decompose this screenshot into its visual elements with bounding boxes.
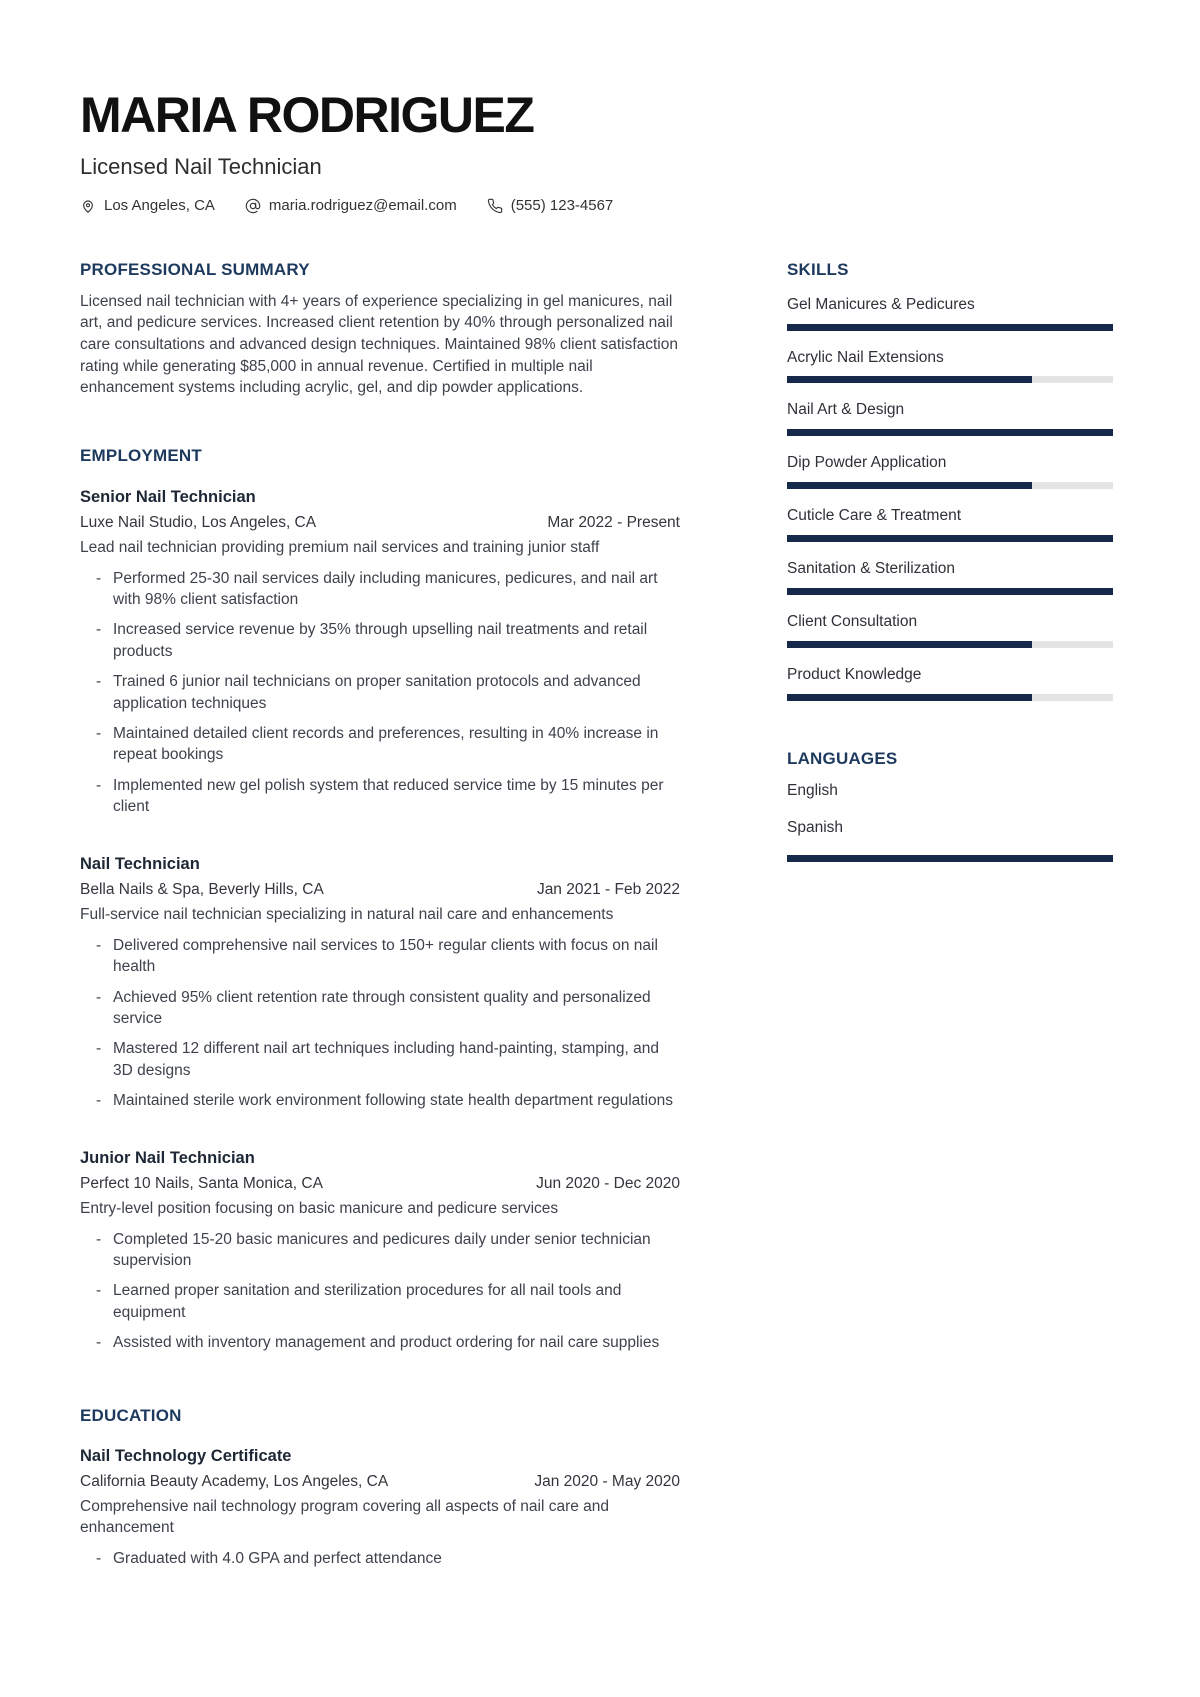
section-languages bbox=[787, 749, 1113, 862]
job-entry bbox=[80, 487, 680, 817]
main-column bbox=[80, 260, 680, 1569]
bullet-item: - Graduated with 4.0 GPA and perfect attendance bbox=[80, 1548, 680, 1569]
skill-item bbox=[787, 559, 1113, 595]
section-education bbox=[80, 1406, 680, 1570]
person-name: MARIA RODRIGUEZ bbox=[80, 87, 534, 143]
person-title: Licensed Nail Technician bbox=[80, 154, 322, 179]
bullet-item: - Learned proper sanitation and sterilization procedures for all nail tools and equipment bbox=[80, 1280, 680, 1323]
bullet-item: - Achieved 95% client retention rate through consistent quality and personalized service bbox=[80, 987, 680, 1030]
job-company: Perfect 10 Nails, Santa Monica, CA bbox=[80, 1175, 323, 1193]
language-item: English bbox=[787, 782, 838, 800]
job-title: Senior Nail Technician bbox=[80, 488, 256, 507]
education-school: California Beauty Academy, Los Angeles, CA bbox=[80, 1472, 389, 1490]
job-dates: Mar 2022 - Present bbox=[547, 514, 680, 532]
contact-text: maria.rodriguez@email.com bbox=[268, 197, 457, 215]
skill-bar-fill bbox=[787, 482, 1032, 489]
skill-label: Dip Powder Application bbox=[787, 454, 947, 472]
job-title: Nail Technician bbox=[80, 855, 200, 874]
bullet-item: - Maintained detailed client records and preferences, resulting in 40% increase in repeat bookings bbox=[80, 723, 680, 766]
bullet-item: - Trained 6 junior nail technicians on proper sanitation protocols and advanced application techniques bbox=[80, 671, 680, 714]
skill-item bbox=[787, 453, 1113, 489]
skill-label: Acrylic Nail Extensions bbox=[787, 348, 944, 366]
content-columns bbox=[80, 260, 1113, 1569]
language-item: Spanish bbox=[787, 819, 844, 837]
education-heading: EDUCATION bbox=[80, 1405, 182, 1425]
summary-text: Licensed nail technician with 4+ years of experience specializing in gel manicures, nail art, and pedicure services. Increased client retention by 40% through personalized nail care consultations and advanced design techniques. Maintained 98% client satisfaction rating while generating $85,000 in annual revenue. Certified in multiple nail enhancement systems including acrylic, gel, and dip powder applications. bbox=[80, 292, 678, 397]
skill-bar-track bbox=[787, 482, 1113, 489]
job-meta-row bbox=[80, 1175, 680, 1193]
skill-bar-fill bbox=[787, 588, 1113, 595]
location-pin-icon bbox=[80, 198, 96, 214]
skill-item bbox=[787, 295, 1113, 331]
resume-header bbox=[80, 87, 1113, 215]
sidebar bbox=[787, 260, 1113, 862]
education-bullet-list bbox=[80, 1548, 680, 1569]
contact-icon-slot bbox=[245, 198, 261, 214]
job-meta-row bbox=[80, 514, 680, 532]
skill-item bbox=[787, 612, 1113, 648]
skill-bar-fill bbox=[787, 376, 1032, 383]
job-company: Luxe Nail Studio, Los Angeles, CA bbox=[80, 514, 317, 532]
skill-bar-track bbox=[787, 641, 1113, 648]
skill-label: Client Consultation bbox=[787, 613, 918, 631]
languages-divider bbox=[787, 855, 1113, 862]
bullet-item: - Increased service revenue by 35% through upselling nail treatments and retail products bbox=[80, 619, 680, 662]
job-dates: Jan 2021 - Feb 2022 bbox=[536, 881, 680, 899]
contact-item bbox=[487, 197, 614, 214]
bullet-item: - Delivered comprehensive nail services to 150+ regular clients with focus on nail health bbox=[80, 935, 680, 978]
skill-bar-fill bbox=[787, 429, 1113, 436]
skill-bar-track bbox=[787, 694, 1113, 701]
bullet-item: - Implemented new gel polish system that reduced service time by 15 minutes per client bbox=[80, 775, 680, 818]
skill-item bbox=[787, 348, 1113, 384]
skills-heading: SKILLS bbox=[787, 260, 849, 280]
skill-label: Gel Manicures & Pedicures bbox=[787, 295, 975, 313]
job-title: Junior Nail Technician bbox=[80, 1149, 255, 1168]
phone-icon bbox=[487, 198, 503, 214]
employment-heading: EMPLOYMENT bbox=[80, 446, 202, 466]
section-employment bbox=[80, 446, 680, 1354]
bullet-item: - Completed 15-20 basic manicures and pedicures daily under senior technician supervision bbox=[80, 1229, 680, 1272]
education-dates: Jan 2020 - May 2020 bbox=[534, 1472, 680, 1490]
languages-heading: LANGUAGES bbox=[787, 748, 898, 768]
bullet-item: - Mastered 12 different nail art techniques including hand-painting, stamping, and 3D designs bbox=[80, 1038, 680, 1081]
skill-item bbox=[787, 665, 1113, 701]
job-description: Full-service nail technician specializing in natural nail care and enhancements bbox=[80, 906, 614, 924]
contact-item bbox=[245, 197, 457, 214]
job-bullet-list bbox=[80, 1229, 680, 1354]
job-description: Lead nail technician providing premium nail services and training junior staff bbox=[80, 539, 600, 557]
skill-bar-track bbox=[787, 535, 1113, 542]
contact-text: (555) 123-4567 bbox=[510, 197, 614, 215]
skill-label: Product Knowledge bbox=[787, 666, 922, 684]
job-bullet-list bbox=[80, 935, 680, 1112]
education-meta-row bbox=[80, 1473, 680, 1491]
skill-bar-track bbox=[787, 324, 1113, 331]
contact-row bbox=[80, 197, 1113, 214]
skill-label: Nail Art & Design bbox=[787, 401, 905, 419]
skill-bar-fill bbox=[787, 694, 1032, 701]
contact-item bbox=[80, 197, 215, 214]
at-sign-icon bbox=[245, 198, 261, 214]
skill-bar-fill bbox=[787, 535, 1113, 542]
bullet-item: - Maintained sterile work environment following state health department regulations bbox=[80, 1090, 680, 1111]
skill-bar-fill bbox=[787, 324, 1113, 331]
education-degree: Nail Technology Certificate bbox=[80, 1446, 292, 1465]
skill-label: Sanitation & Sterilization bbox=[787, 560, 956, 578]
job-entry bbox=[80, 1148, 680, 1353]
section-professional-summary bbox=[80, 260, 680, 399]
education-description: Comprehensive nail technology program covering all aspects of nail care and enhancement bbox=[80, 1497, 610, 1537]
job-entry bbox=[80, 854, 680, 1111]
skill-list bbox=[787, 295, 1113, 701]
bullet-item: - Assisted with inventory management and product ordering for nail care supplies bbox=[80, 1332, 680, 1353]
language-list bbox=[787, 781, 1113, 839]
skill-label: Cuticle Care & Treatment bbox=[787, 507, 962, 525]
skill-bar-track bbox=[787, 588, 1113, 595]
skill-item bbox=[787, 400, 1113, 436]
job-list bbox=[80, 487, 680, 1353]
job-description: Entry-level position focusing on basic manicure and pedicure services bbox=[80, 1200, 559, 1218]
job-bullet-list bbox=[80, 568, 680, 818]
contact-text: Los Angeles, CA bbox=[104, 197, 215, 215]
skill-item bbox=[787, 506, 1113, 542]
skill-bar-fill bbox=[787, 641, 1032, 648]
skill-bar-track bbox=[787, 376, 1113, 383]
skill-bar-track bbox=[787, 429, 1113, 436]
summary-heading: PROFESSIONAL SUMMARY bbox=[80, 260, 310, 280]
job-dates: Jun 2020 - Dec 2020 bbox=[536, 1175, 680, 1193]
job-company: Bella Nails & Spa, Beverly Hills, CA bbox=[80, 881, 324, 899]
job-meta-row bbox=[80, 881, 680, 899]
bullet-item: - Performed 25-30 nail services daily including manicures, pedicures, and nail art with 98% client satisfaction bbox=[80, 568, 680, 611]
contact-icon-slot bbox=[80, 198, 96, 214]
section-skills bbox=[787, 260, 1113, 701]
education-entry bbox=[80, 1446, 680, 1569]
contact-icon-slot bbox=[487, 198, 503, 214]
